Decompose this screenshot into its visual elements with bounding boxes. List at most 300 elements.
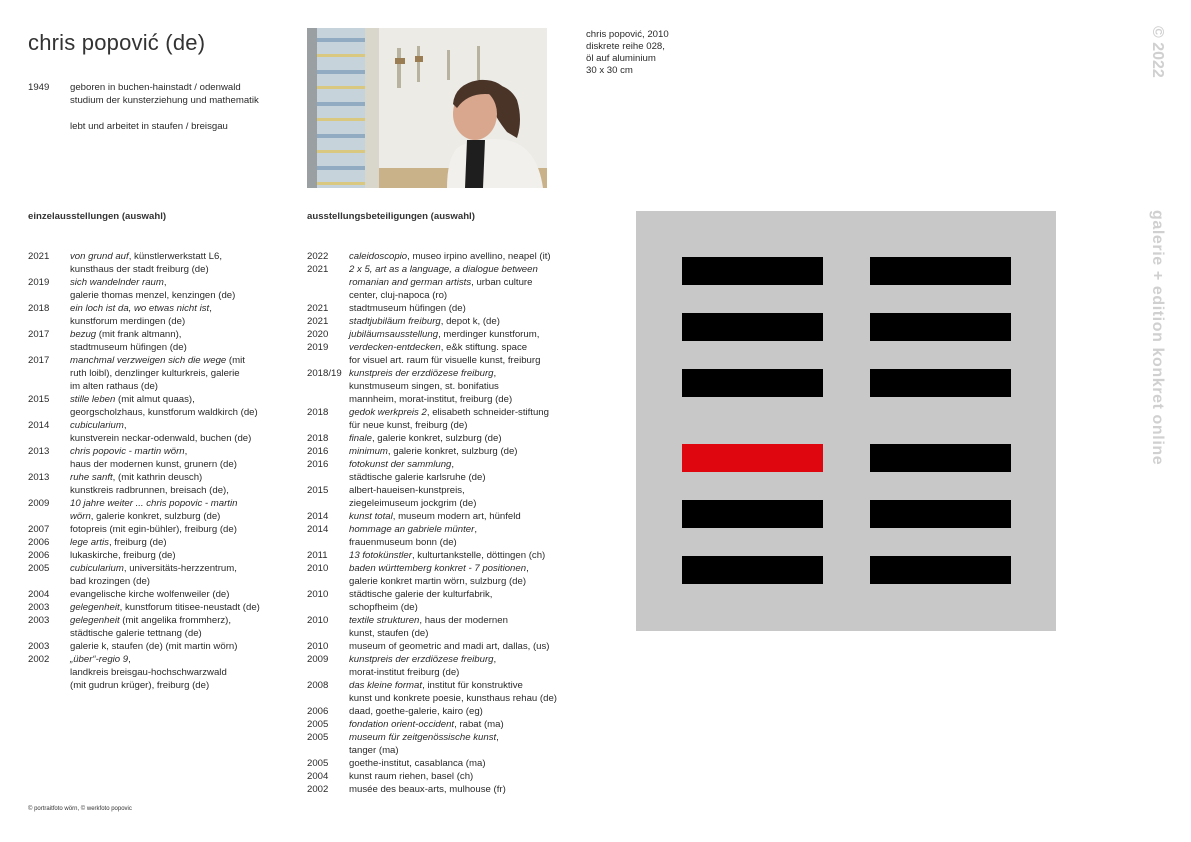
exhibition-entry xyxy=(307,484,557,497)
exhibition-year xyxy=(307,497,349,510)
exhibition-title: verdecken-entdecken xyxy=(349,342,441,353)
group-exhibitions-heading: ausstellungsbeteiligungen (auswahl) xyxy=(307,211,475,222)
exhibition-venue: kunst raum riehen, basel (ch) xyxy=(349,771,474,782)
exhibition-year xyxy=(307,354,349,367)
exhibition-text xyxy=(349,601,557,614)
exhibition-year xyxy=(307,744,349,757)
exhibition-text xyxy=(70,497,288,510)
exhibition-year: 2002 xyxy=(28,654,50,665)
exhibition-year xyxy=(307,575,349,588)
exhibition-entry xyxy=(28,315,288,328)
exhibition-title: 10 jahre weiter ... chris popovic - martin xyxy=(70,498,238,509)
exhibition-title: baden württemberg konkret - 7 positionen xyxy=(349,563,527,574)
exhibition-venue: städtische galerie tettnang (de) xyxy=(70,628,202,639)
exhibition-entry xyxy=(307,744,557,757)
exhibition-entry xyxy=(307,523,557,536)
exhibition-text xyxy=(349,432,557,445)
exhibition-entry xyxy=(28,250,288,263)
exhibition-title: ruhe sanft xyxy=(70,472,113,483)
exhibition-year: 2006 xyxy=(28,550,50,561)
exhibition-venue: , xyxy=(474,524,477,535)
artwork-bar-black xyxy=(870,500,1011,528)
exhibition-text xyxy=(70,432,288,445)
exhibition-entry xyxy=(307,380,557,393)
exhibition-title: cubicularium xyxy=(70,420,124,431)
exhibition-text xyxy=(70,315,288,328)
exhibition-entry xyxy=(307,679,557,692)
exhibition-entry xyxy=(28,601,288,614)
artwork-image xyxy=(636,211,1056,631)
exhibition-venue: , künstlerwerkstatt L6, xyxy=(128,251,222,262)
exhibition-venue: , xyxy=(451,459,455,470)
exhibition-venue: , xyxy=(163,277,167,288)
exhibition-entry xyxy=(307,354,557,367)
exhibition-year xyxy=(28,679,70,692)
exhibition-entry xyxy=(28,445,288,458)
exhibition-entry xyxy=(28,497,288,510)
exhibition-venue: , xyxy=(493,368,497,379)
exhibition-venue: städtische galerie karlsruhe (de) xyxy=(349,472,486,483)
exhibition-entry xyxy=(28,393,288,406)
exhibition-entry xyxy=(28,380,288,393)
caption-line: öl auf aluminium xyxy=(586,53,656,64)
artwork-bar-black xyxy=(682,369,823,397)
exhibition-text xyxy=(349,458,557,471)
exhibition-text xyxy=(349,744,557,757)
exhibition-text xyxy=(70,406,288,419)
exhibition-entry xyxy=(28,302,288,315)
artwork-bar-black xyxy=(682,556,823,584)
exhibition-venue: mannheim, morat-institut, freiburg (de) xyxy=(349,394,513,405)
exhibition-entry xyxy=(28,406,288,419)
exhibition-year xyxy=(28,458,70,471)
exhibition-year xyxy=(28,341,70,354)
exhibition-entry xyxy=(28,328,288,341)
exhibition-year: 2003 xyxy=(28,615,50,626)
exhibition-venue: , xyxy=(184,446,188,457)
exhibition-entry xyxy=(307,783,557,796)
exhibition-venue: for visuel art. raum für visuelle kunst, freiburg xyxy=(349,355,541,366)
artist-name: chris popović (de) xyxy=(28,30,206,55)
exhibition-text xyxy=(70,419,288,432)
exhibition-year: 2018/19 xyxy=(307,368,342,379)
exhibition-text xyxy=(349,380,557,393)
exhibition-entry xyxy=(307,770,557,783)
exhibition-entry xyxy=(28,562,288,575)
exhibition-title: das kleine format xyxy=(349,680,423,691)
exhibition-text xyxy=(349,302,557,315)
exhibition-text xyxy=(70,367,288,380)
exhibition-venue: , galerie konkret, sulzburg (de) xyxy=(90,511,221,522)
exhibition-text xyxy=(70,679,288,692)
exhibition-text xyxy=(349,276,557,289)
exhibition-text xyxy=(349,588,557,601)
exhibition-venue: , urban culture xyxy=(471,277,533,288)
exhibition-venue: kunstverein neckar-odenwald, buchen (de) xyxy=(70,433,252,444)
exhibition-text xyxy=(70,471,288,484)
exhibition-entry xyxy=(28,367,288,380)
exhibition-entry xyxy=(28,666,288,679)
solo-exhibitions-heading: einzelausstellungen (auswahl) xyxy=(28,211,167,222)
exhibition-year xyxy=(307,471,349,484)
exhibition-entry xyxy=(307,731,557,744)
exhibition-entry xyxy=(307,692,557,705)
exhibition-year xyxy=(307,419,349,432)
exhibition-year xyxy=(307,627,349,640)
exhibition-venue: , kunstforum titisee-neustadt (de) xyxy=(119,602,260,613)
exhibition-text xyxy=(349,367,557,380)
exhibition-entry xyxy=(307,601,557,614)
bio-year xyxy=(28,107,70,120)
exhibition-entry xyxy=(307,653,557,666)
exhibition-entry xyxy=(307,250,557,263)
exhibition-title: gelegenheit xyxy=(70,615,120,626)
bio-text: studium der kunsterziehung und mathematik xyxy=(70,95,259,106)
exhibition-venue: , universitäts-herzzentrum, xyxy=(123,563,237,574)
exhibition-text xyxy=(349,328,557,341)
exhibition-entry xyxy=(28,614,288,627)
exhibition-title: finale xyxy=(349,433,372,444)
gallery-name-vertical: galerie + edition konkret online xyxy=(1149,210,1166,466)
exhibition-entry xyxy=(307,328,557,341)
exhibition-entry xyxy=(307,419,557,432)
exhibition-venue: kunst, staufen (de) xyxy=(349,628,429,639)
exhibition-year: 2002 xyxy=(307,784,329,795)
exhibition-venue: kunstkreis radbrunnen, breisach (de), xyxy=(70,485,229,496)
exhibition-year xyxy=(28,380,70,393)
exhibition-year: 2018 xyxy=(307,407,329,418)
exhibition-year: 2008 xyxy=(307,680,329,691)
exhibition-entry xyxy=(307,536,557,549)
exhibition-venue: , (mit kathrin deusch) xyxy=(112,472,203,483)
exhibition-venue: , haus der modernen xyxy=(419,615,508,626)
exhibition-title: romanian and german artists xyxy=(349,277,472,288)
exhibition-year: 2003 xyxy=(28,602,50,613)
exhibition-entry xyxy=(28,588,288,601)
exhibition-venue: (mit gudrun krüger), freiburg (de) xyxy=(70,680,210,691)
exhibition-year xyxy=(28,367,70,380)
exhibition-year xyxy=(307,601,349,614)
exhibition-year: 2014 xyxy=(28,420,50,431)
exhibition-year xyxy=(28,263,70,276)
exhibition-year: 2006 xyxy=(28,537,50,548)
exhibition-year: 2004 xyxy=(28,589,50,600)
exhibition-venue: , xyxy=(123,420,127,431)
exhibition-title: museum für zeitgenössische kunst xyxy=(349,732,497,743)
exhibition-entry xyxy=(307,562,557,575)
exhibition-venue: kunsthaus der stadt freiburg (de) xyxy=(70,264,209,275)
exhibition-year: 2021 xyxy=(307,303,329,314)
caption-line: diskrete reihe 028, xyxy=(586,41,665,52)
exhibition-title: textile strukturen xyxy=(349,615,420,626)
exhibition-year xyxy=(28,315,70,328)
exhibition-venue: , galerie konkret, sulzburg (de) xyxy=(371,433,502,444)
portrait-photo xyxy=(307,28,547,188)
exhibition-text xyxy=(70,536,288,549)
exhibition-text xyxy=(349,705,557,718)
exhibition-text xyxy=(349,445,557,458)
exhibition-title: fondation orient-occident xyxy=(349,719,455,730)
exhibition-text xyxy=(70,588,288,601)
exhibition-text xyxy=(349,289,557,302)
exhibition-entry xyxy=(307,289,557,302)
artwork-bar-black xyxy=(870,444,1011,472)
exhibition-venue: , freiburg (de) xyxy=(108,537,167,548)
exhibition-text xyxy=(70,510,288,523)
exhibition-title: fotokunst der sammlung xyxy=(349,459,452,470)
exhibition-venue: städtische galerie der kulturfabrik, xyxy=(349,589,493,600)
exhibition-venue: , rabat (ma) xyxy=(454,719,504,730)
exhibition-text xyxy=(349,575,557,588)
exhibition-venue: , elisabeth schneider-stiftung xyxy=(426,407,549,418)
exhibition-venue: musée des beaux-arts, mulhouse (fr) xyxy=(349,784,506,795)
exhibition-venue: (mit frank altmann), xyxy=(96,329,182,340)
exhibition-text xyxy=(70,484,288,497)
exhibition-text xyxy=(70,549,288,562)
exhibition-entry xyxy=(307,627,557,640)
exhibition-text xyxy=(70,380,288,393)
exhibition-title: hommage an gabriele münter xyxy=(349,524,475,535)
exhibition-title: „über“-regio 9 xyxy=(70,654,129,665)
exhibition-year: 2017 xyxy=(28,355,50,366)
exhibition-text xyxy=(70,302,288,315)
exhibition-venue: , museum modern art, hünfeld xyxy=(392,511,521,522)
exhibition-title: kunst total xyxy=(349,511,393,522)
exhibition-venue: stadtmuseum hüfingen (de) xyxy=(70,342,187,353)
exhibition-text xyxy=(349,770,557,783)
exhibition-entry xyxy=(28,341,288,354)
exhibition-text xyxy=(349,419,557,432)
exhibition-title: gelegenheit xyxy=(70,602,120,613)
exhibition-text xyxy=(349,471,557,484)
exhibition-year: 2021 xyxy=(307,316,329,327)
exhibition-text xyxy=(349,315,557,328)
exhibition-entry xyxy=(307,276,557,289)
exhibition-title: kunstpreis der erzdiözese freiburg xyxy=(349,654,494,665)
exhibition-text xyxy=(349,692,557,705)
exhibition-year xyxy=(28,406,70,419)
exhibition-year xyxy=(28,575,70,588)
exhibition-year xyxy=(28,484,70,497)
exhibition-venue: , kulturtankstelle, döttingen (ch) xyxy=(411,550,546,561)
exhibition-entry xyxy=(307,432,557,445)
exhibition-entry xyxy=(307,458,557,471)
exhibition-title: manchmal verzweigen sich die wege xyxy=(70,355,227,366)
exhibition-entry xyxy=(307,718,557,731)
exhibition-title: minimum xyxy=(349,446,388,457)
exhibition-entry xyxy=(28,471,288,484)
exhibition-text xyxy=(70,341,288,354)
exhibition-venue: , xyxy=(128,654,131,665)
exhibition-venue: museum of geometric and madi art, dallas, (us) xyxy=(349,641,550,652)
exhibition-year xyxy=(28,666,70,679)
exhibition-text xyxy=(70,601,288,614)
exhibition-entry xyxy=(307,614,557,627)
exhibition-entry xyxy=(28,263,288,276)
exhibition-venue: center, cluj-napoca (ro) xyxy=(349,290,448,301)
exhibition-text xyxy=(349,653,557,666)
bio-block xyxy=(28,81,259,133)
exhibition-year: 2005 xyxy=(307,758,329,769)
exhibition-year: 2010 xyxy=(307,615,329,626)
exhibition-text xyxy=(349,562,557,575)
exhibition-year xyxy=(307,289,349,302)
exhibition-text xyxy=(349,484,557,497)
exhibition-year: 2007 xyxy=(28,524,50,535)
exhibition-text xyxy=(349,263,557,276)
exhibition-year: 2021 xyxy=(28,251,50,262)
exhibition-entry xyxy=(307,640,557,653)
exhibition-venue: (mit angelika frommherz), xyxy=(119,615,232,626)
exhibition-title: ein loch ist da, wo etwas nicht ist xyxy=(70,303,210,314)
exhibition-venue: galerie thomas menzel, kenzingen (de) xyxy=(70,290,236,301)
exhibition-year: 2014 xyxy=(307,524,329,535)
artwork-bar-black xyxy=(870,556,1011,584)
exhibition-venue: kunstforum merdingen (de) xyxy=(70,316,186,327)
exhibition-text xyxy=(70,458,288,471)
exhibition-entry xyxy=(307,302,557,315)
exhibition-venue: , e&k stiftung. space xyxy=(440,342,528,353)
exhibition-entry xyxy=(28,640,288,653)
exhibition-text xyxy=(349,354,557,367)
exhibition-venue: goethe-institut, casablanca (ma) xyxy=(349,758,486,769)
exhibition-entry xyxy=(307,315,557,328)
exhibition-venue: daad, goethe-galerie, kairo (eg) xyxy=(349,706,483,717)
group-exhibitions-list xyxy=(307,250,557,796)
exhibition-text xyxy=(349,549,557,562)
exhibition-text xyxy=(349,614,557,627)
exhibition-venue: haus der modernen kunst, grunern (de) xyxy=(70,459,237,470)
exhibition-entry xyxy=(307,588,557,601)
exhibition-year: 2005 xyxy=(307,732,329,743)
artwork-caption xyxy=(586,29,669,77)
exhibition-title: bezug xyxy=(70,329,97,340)
exhibition-year: 2015 xyxy=(307,485,329,496)
exhibition-entry xyxy=(307,510,557,523)
exhibition-year xyxy=(307,393,349,406)
exhibition-year: 2010 xyxy=(307,589,329,600)
exhibition-year: 2014 xyxy=(307,511,329,522)
exhibition-venue: , xyxy=(209,303,212,314)
exhibition-year: 2022 xyxy=(307,251,329,262)
exhibition-text xyxy=(70,614,288,627)
exhibition-venue: im alten rathaus (de) xyxy=(70,381,158,392)
exhibition-year: 2010 xyxy=(307,563,329,574)
exhibition-year: 2018 xyxy=(307,433,329,444)
exhibition-text xyxy=(349,718,557,731)
exhibition-venue: , institut für konstruktive xyxy=(422,680,523,691)
exhibition-venue: kunst und konkrete poesie, kunsthaus rehau (de) xyxy=(349,693,557,704)
exhibition-text xyxy=(349,666,557,679)
exhibition-year: 2005 xyxy=(307,719,329,730)
exhibition-text xyxy=(349,523,557,536)
exhibition-entry xyxy=(307,393,557,406)
exhibition-venue: , depot k, (de) xyxy=(440,316,500,327)
exhibition-title: lege artis xyxy=(70,537,109,548)
exhibition-entry xyxy=(28,575,288,588)
exhibition-text xyxy=(349,510,557,523)
exhibition-text xyxy=(349,783,557,796)
exhibition-text xyxy=(349,731,557,744)
exhibition-entry xyxy=(28,679,288,692)
exhibition-venue: lukaskirche, freiburg (de) xyxy=(70,550,176,561)
artwork-bar-black xyxy=(870,369,1011,397)
exhibition-text xyxy=(349,393,557,406)
exhibition-year: 2016 xyxy=(307,446,329,457)
exhibition-venue: stadtmuseum hüfingen (de) xyxy=(349,303,466,314)
exhibition-entry xyxy=(28,523,288,536)
bio-row xyxy=(28,94,259,107)
artwork-bar-black xyxy=(682,500,823,528)
exhibition-entry xyxy=(307,705,557,718)
exhibition-year xyxy=(307,276,349,289)
exhibition-title: caleidoscopio xyxy=(349,251,408,262)
caption-line: chris popović, 2010 xyxy=(586,29,669,40)
exhibition-text xyxy=(70,445,288,458)
exhibition-venue: , xyxy=(526,563,529,574)
exhibition-year: 2006 xyxy=(307,706,329,717)
exhibition-text xyxy=(70,263,288,276)
exhibition-entry xyxy=(28,458,288,471)
exhibition-text xyxy=(70,575,288,588)
exhibition-entry xyxy=(28,419,288,432)
exhibition-venue: morat-institut freiburg (de) xyxy=(349,667,460,678)
exhibition-year xyxy=(28,289,70,302)
exhibition-venue: bad krozingen (de) xyxy=(70,576,150,587)
exhibition-year xyxy=(307,536,349,549)
exhibition-text xyxy=(349,627,557,640)
exhibition-year: 2019 xyxy=(28,277,50,288)
exhibition-venue: galerie konkret martin wörn, sulzburg (de) xyxy=(349,576,527,587)
exhibition-entry xyxy=(28,627,288,640)
exhibition-year: 2010 xyxy=(307,641,329,652)
exhibition-text xyxy=(70,393,288,406)
exhibition-year xyxy=(307,666,349,679)
exhibition-title: von grund auf xyxy=(70,251,129,262)
exhibition-title: kunstpreis der erzdiözese freiburg xyxy=(349,368,494,379)
artwork-bar-black xyxy=(870,313,1011,341)
exhibition-text xyxy=(349,497,557,510)
exhibition-title: sich wandelnder raum xyxy=(70,277,164,288)
exhibition-text xyxy=(70,250,288,263)
exhibition-venue: schopfheim (de) xyxy=(349,602,418,613)
exhibition-entry xyxy=(307,367,557,380)
exhibition-venue: tanger (ma) xyxy=(349,745,399,756)
exhibition-venue: albert-haueisen-kunstpreis, xyxy=(349,485,465,496)
bio-year xyxy=(28,94,70,107)
exhibition-text xyxy=(70,640,288,653)
exhibition-year: 2018 xyxy=(28,303,50,314)
exhibition-title: jubiläumsausstellung xyxy=(349,329,439,340)
exhibition-text xyxy=(349,250,557,263)
exhibition-entry xyxy=(307,549,557,562)
solo-exhibitions-list xyxy=(28,250,288,692)
exhibition-entry xyxy=(307,666,557,679)
exhibition-text xyxy=(349,757,557,770)
exhibition-entry xyxy=(307,341,557,354)
exhibition-title: stadtjubiläum freiburg xyxy=(349,316,441,327)
exhibition-venue: , museo irpino avellino, neapel (it) xyxy=(407,251,551,262)
exhibition-year: 2020 xyxy=(307,329,329,340)
exhibition-text xyxy=(349,640,557,653)
exhibition-year xyxy=(307,692,349,705)
artwork-bar-black xyxy=(682,257,823,285)
exhibition-year: 2016 xyxy=(307,459,329,470)
exhibition-year: 2009 xyxy=(307,654,329,665)
exhibition-venue: , merdinger kunstforum, xyxy=(438,329,540,340)
exhibition-venue: frauenmuseum bonn (de) xyxy=(349,537,457,548)
exhibition-entry xyxy=(307,497,557,510)
